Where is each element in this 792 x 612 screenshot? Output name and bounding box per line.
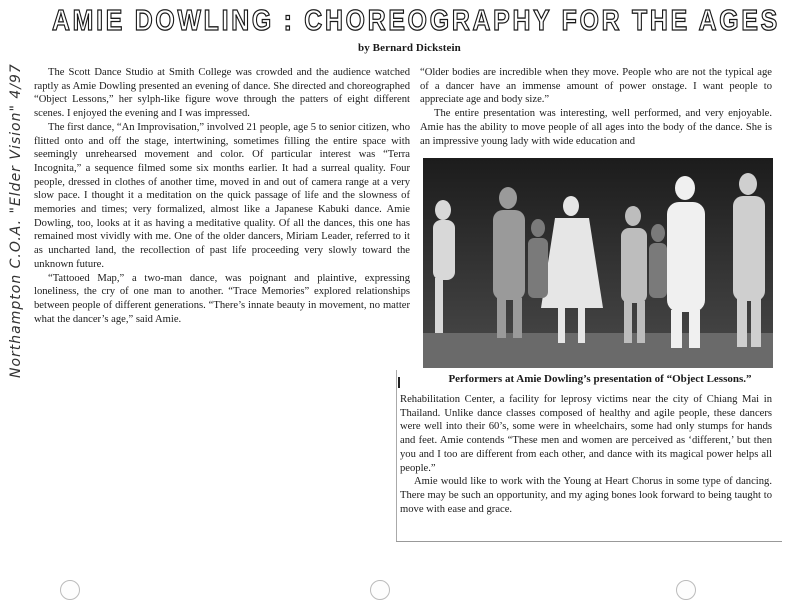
handwritten-margin-note: Northampton C.O.A. "Elder Vision" 4/97 xyxy=(8,63,24,378)
headline xyxy=(50,2,785,36)
binder-hole xyxy=(370,580,390,600)
right-column-top xyxy=(420,66,772,148)
performance-photo xyxy=(423,158,773,368)
photo-caption: Performers at Amie Dowling’s presentation of “Object Lessons.” xyxy=(448,373,752,385)
paragraph: “Older bodies are incredible when they move. People who are not the typical age of a dancer have an immense amount of power onstage. I want people to appreciate age and body size.” xyxy=(420,67,772,106)
left-column xyxy=(34,66,410,326)
clipping-edge xyxy=(396,370,398,542)
paragraph: Amie would like to work with the Young at Heart Chorus in some type of dancing. There may be such an opportunity, and my aging bones look forward to being taught to move with ease and grace. xyxy=(400,476,772,515)
binder-hole xyxy=(60,580,80,600)
margin-mark xyxy=(398,377,400,388)
paragraph: The entire presentation was interesting, well performed, and very enjoyable. Amie has the ability to move people of all ages into the body of the dance. She is an impressive young lady with wide education and xyxy=(420,108,772,147)
headline-text: AMIE DOWLING : CHOREOGRAPHY FOR THE AGES xyxy=(52,5,780,36)
paragraph: The first dance, “An Improvisation,” involved 21 people, age 5 to senior citizen, who flitted onto and off the stage, intertwining, sometimes filling the entire space with seemingly unrehearsed movement and color. Of particular interest was “Terra Incognita,” a sequence filmed some six months earlier. It had a surreal quality. Four people, dressed in clothes of another time, moved in and out of camera range at a very slow pace. I thought it a meditation on the quick passage of life and the slowness of memories and times; very formalized, almost like a Japanese Kabuki dance. Amie Dowling, too, looks at it as having a meditative quality. Of all the dances, this one has remained most vividly with me. One of the older dancers, Miriam Leader, referred to it as uncharted land, the recollection of past life proceeding very slowly toward the unknown future. xyxy=(34,121,410,270)
paragraph: Rehabilitation Center, a facility for leprosy victims near the city of Chiang Mai in Thailand. Unlike dance classes composed of healthy and agile people, these dancers were well into their 60’s, some were in wheelchairs, some had only stumps for hands and feet. Amie contends “These men and women are perceived as ‘different,’ but then you and I too are different from each other, and dance with its magical power helps all people.” xyxy=(400,394,772,474)
right-column-bottom xyxy=(400,393,772,516)
binder-hole xyxy=(676,580,696,600)
clipping-edge xyxy=(396,541,782,543)
paragraph: “Tattooed Map,” a two-man dance, was poignant and plaintive, expressing loneliness, the cry of one man to another. “Trace Memories” explored relationships between people of different generations. “There’s innate beauty in movement, no matter what the dancer’s age,” said Amie. xyxy=(34,272,410,325)
paragraph: The Scott Dance Studio at Smith College was crowded and the audience watched raptly as Amie Dowling presented an evening of dance. She directed and choreographed “Object Lessons,” her sylph-like figure wove through the patters of eight different scenes. I enjoyed the evening and I was impressed. xyxy=(34,67,410,120)
byline: by Bernard Dickstein xyxy=(358,42,461,54)
